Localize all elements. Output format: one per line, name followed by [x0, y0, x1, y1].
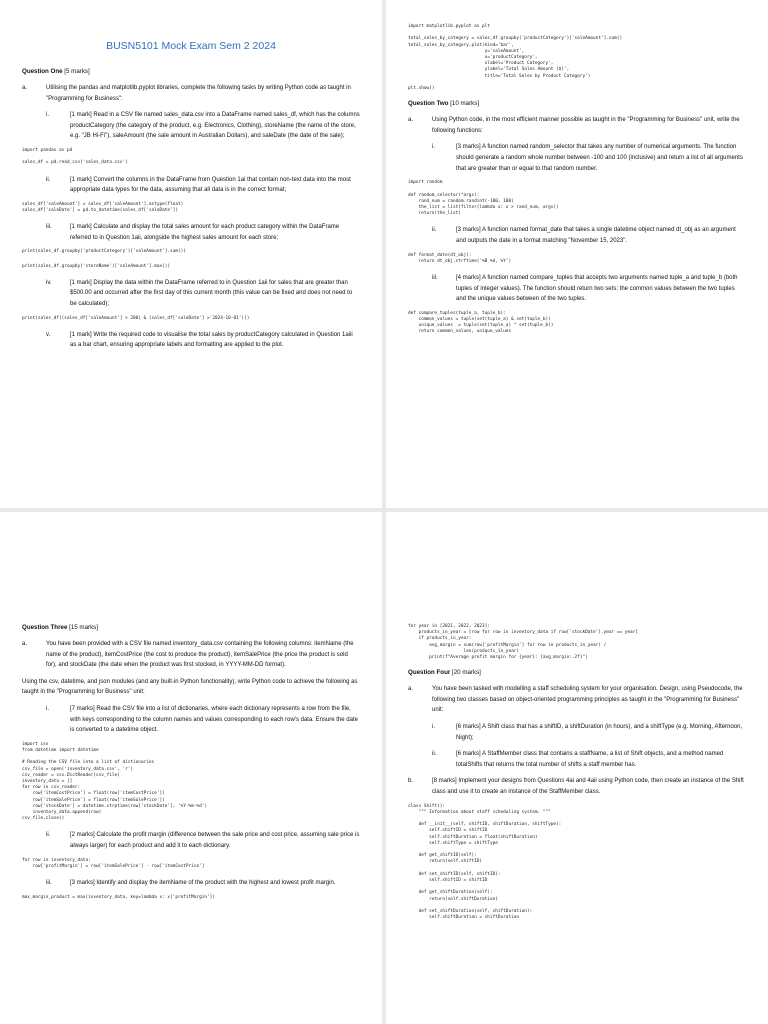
item-text: [1 mark] Convert the columns in the DataFrame from Question 1ai that contain non-text data into the most appropriate data types for the data, assuming that all data is in the correct format;	[70, 176, 351, 194]
item-text: [7 marks] Read the CSV file into a list of dictionaries, where each dictionary represents a row from the file, with keys corresponding to the column names and values corresponding to each row's data. Ensure the date is converted to a datetime object.	[70, 705, 358, 734]
item-label: ii.	[46, 832, 51, 839]
item-label: a.	[22, 85, 28, 91]
item-label: ii.	[432, 751, 437, 758]
question-sub-i	[408, 722, 746, 743]
code-block: max_margin_product = max(inventory_data, key=lambda x: x['profitMargin'])	[22, 894, 215, 900]
question-marks: [15 marks]	[67, 624, 98, 631]
item-text: [3 marks] Identify and display the itemName of the product with the highest and lowest profit margin.	[70, 879, 336, 886]
item-text: Utilising the pandas and matplotlib.pyplot libraries, complete the following tasks by writing Python code as taught in "Programming for Business":	[46, 85, 351, 102]
code-block: def compare_tuples(tuple_a, tuple_b): common_values = tuple(set(tuple_a) & set(tuple_b)) unique_values = tuple(set(tuple_a) ^ set(tuple_b)) return common_values, unique_values	[408, 310, 554, 335]
code-block: sales_df['saleAmount'] = sales_df['saleAmount'].astype(float) sales_df['saleDate'] = pd.to_datetime(sales_df['saleDate'])	[22, 201, 184, 213]
question-sub-ii	[22, 175, 360, 196]
item-label: iii.	[46, 224, 52, 231]
item-label: i.	[432, 724, 435, 730]
item-label: iii.	[432, 275, 438, 282]
item-text: [4 marks] A function named compare_tuples that accepts two arguments named tuple_a and tuple_b (both tuples of integer values). The function should return two sets: the common values between the two tuples and the unique values between of the two tuples.	[456, 275, 738, 303]
item-text: [1 mark] Display the data within the DataFrame referred to in Question 1aii for sales that are greater than $500.00 and occurred after the first day of this current month (this value can be fixed and does not need to be calculated);	[70, 279, 353, 307]
code-block: print(sales_df.groupby('storeName')['saleAmount'].max())	[22, 263, 171, 269]
item-text: You have been tasked with modelling a staff scheduling system for your organisation. Design, using Pseudocode, the following two classes based on object-oriented programming principles as taught in the "Programming for Business" unit:	[432, 686, 743, 714]
code-block: import csv from datetime import datetime # Reading the CSV file into a list of dictionaries csv_file = open('inventory_data.csv', 'r') csv_reader = csv.DictReader(csv_file) inventory_data = [] for row in csv_reader: row['itemCostPrice'] = float(row['itemCostPrice']) row['itemSalePrice'] = float(row['itemSalePrice']) row['stockDate'] = datetime.strptime(row['stockDate'], '%Y-%m-%d') inventory_data.append(row) csv_file.close()	[22, 741, 208, 822]
item-text: [3 marks] A function named format_date that takes a single datetime object named dt_obj as an argument and outputs the date in a format matching "November 15, 2023".	[456, 227, 736, 245]
code-block: for row in inventory_data: row['profitMargin'] = row['itemSalePrice'] - row['itemCostPrice']	[22, 857, 205, 869]
question-part-a	[408, 115, 746, 136]
question-marks: [20 marks]	[450, 669, 481, 677]
item-label: ii.	[432, 227, 437, 234]
item-text: [1 mark] Write the required code to visualise the total sales by productCategory calculated in Question 1aiii as a bar chart, ensuring appropriate labels and formatting are applied to the plot.	[70, 331, 353, 349]
code-block: import random def random_selector(*args): rand_num = random.randint(-100, 100) the_list = list(filter(lambda x: x > rand_num, args)) return(the_list)	[408, 180, 559, 217]
question-sub-v	[22, 330, 360, 351]
code-block: print(sales_df.groupby('productCategory')['saleAmount'].sum())	[22, 249, 186, 255]
item-text: [1 mark] Read in a CSV file named sales_data.csv into a DataFrame named sales_df, which has the columns productCategory (the category of the product, e.g. Electronics, Clothing), storeName (the name of the store, e.g. "JB Hi-Fi"), saleAmount (the sale amount in Australian Dollars), and saleDate (the date of the sale);	[70, 112, 360, 140]
question-sub-iii	[22, 878, 360, 889]
item-text: [3 marks] A function named random_selector that takes any number of numerical arguments. The function should generate a random whole number between -100 and 100 (inclusive) and return a list of all arguments that are greater than or equal to that random number.	[456, 144, 743, 172]
item-label: iv.	[46, 279, 52, 286]
question-sub-i	[408, 142, 746, 174]
question-intro: Using the csv, datetime, and json modules (and any built-in Python functionality), write Python code to achieve the following as taught in the "Programming for Business" unit:	[22, 678, 358, 696]
item-text: [6 marks] A Shift class that has a shiftID, a shiftDuration (in hours), and a shiftType (e.g. Morning, Afternoon, Night);	[456, 724, 743, 741]
question-one-heading	[22, 68, 360, 75]
question-sub-ii	[408, 749, 746, 770]
page-1	[0, 0, 382, 508]
item-label: a.	[408, 686, 414, 693]
question-sub-i	[22, 110, 360, 142]
item-label: b.	[408, 778, 414, 785]
question-two-heading	[408, 100, 746, 107]
item-label: i.	[432, 144, 435, 151]
question-marks: [10 marks]	[448, 100, 480, 108]
item-label: a.	[408, 117, 414, 124]
question-label: Question Two	[408, 100, 449, 108]
exam-title: BUSN5101 Mock Exam Sem 2 2024	[106, 40, 276, 52]
item-text: Using Python code, in the most efficient manner possible as taught in the "Programming for Business" unit, write the following functions:	[432, 117, 740, 134]
question-sub-i	[22, 704, 360, 736]
item-text: You have been provided with a CSV file named inventory_data.csv containing the following columns: itemName (the name of the product), itemCostPrice (the cost to produce the product), itemSalePrice (the price the product is sold for), and stockDate (the date when the product was first stocked, in YYYY-MM-DD format).	[46, 641, 354, 669]
item-label: iii.	[46, 879, 52, 886]
question-sub-iii	[22, 222, 360, 243]
question-label: Question Three	[22, 624, 68, 631]
question-marks: [5 marks]	[62, 68, 90, 75]
question-label: Question Four	[408, 669, 451, 677]
item-text: [2 marks] Calculate the profit margin (difference between the sale price and cost price, assuming sale price is always larger) for each product and add it to each dictionary.	[70, 832, 360, 849]
code-block: print(sales_df[(sales_df['saleAmount'] > 200) & (sales_df['saleDate'] >'2024-10-01')])	[22, 315, 250, 321]
question-sub-iv	[22, 278, 360, 310]
item-label: v.	[46, 331, 51, 338]
question-four-heading	[408, 669, 746, 676]
question-sub-ii	[22, 830, 360, 851]
item-text: [6 marks] A StaffMember class that contains a staffName, a list of Shift objects, and a method named totalShifts that returns the total number of shifts a staff member has.	[456, 751, 724, 768]
question-part-a	[22, 639, 360, 671]
code-block: for year in [2021, 2022, 2023]: products_in_year = [row for row in inventory_data if row['stockDate'].year == year] if products_in_year: avg_margin = sum(row['profitMargin'] for row in products_in_year) / len(products_in_year) print(f"Average profit margin for {year}: {avg_margin:.2f}")	[408, 624, 638, 661]
page-2	[386, 0, 768, 508]
code-block: def format_date(dt_obj): return dt_obj.strftime('%B %d, %Y')	[408, 252, 512, 264]
code-block: import matplotlib.pyplot as plt total_sales_by_category = sales_df.groupby('productCategory')['saleAmount'].sum() total_sales_by_category.plot(kind='bar', y='saleAmount', x='productCategory', xlabel='Product Category', ylabel='Total Sales Amount ($)', title='Total Sales by Product Category') plt.show()	[408, 24, 623, 92]
page-3	[0, 512, 382, 1024]
item-text: [8 marks] Implement your designs from Questions 4ai and 4aii using Python code, then create an instance of the Shift class and use it to create an instance of the StaffMember class.	[432, 778, 744, 795]
question-part-a	[408, 684, 746, 716]
code-block: class Shift(): """ Information about staff scheduling system. """ def __init__(self, shiftID, shiftDuration, shiftType): self.shiftID = shiftID self.shiftDuration = float(shiftDuration) self.shiftType = shiftType def get_shiftID(self): return(self.shiftID) def set_shiftID(self, shiftID): self.shiftID = shiftID def get_shiftDuration(self): return(self.shiftDuration) def set_shiftDuration(self, shiftDuration): self.shiftDuration = shiftDuration	[408, 803, 562, 921]
question-sub-ii	[408, 225, 746, 246]
item-label: ii.	[46, 176, 51, 183]
question-sub-iii	[408, 273, 746, 305]
question-label: Question One	[22, 68, 63, 75]
item-label: i.	[46, 705, 49, 712]
item-text: [1 mark] Calculate and display the total sales amount for each product category within the DataFrame referred to in Question 1aii, alongside the highest sales amount for each store;	[70, 224, 340, 241]
item-label: i.	[46, 112, 49, 119]
page-4	[386, 512, 768, 1024]
item-label: a.	[22, 641, 28, 647]
question-three-heading	[22, 624, 360, 631]
code-block: import pandas as pd sales_df = pd.read_csv('sales_data.csv')	[22, 147, 128, 166]
question-part-a	[22, 83, 360, 104]
question-part-b	[408, 776, 746, 797]
